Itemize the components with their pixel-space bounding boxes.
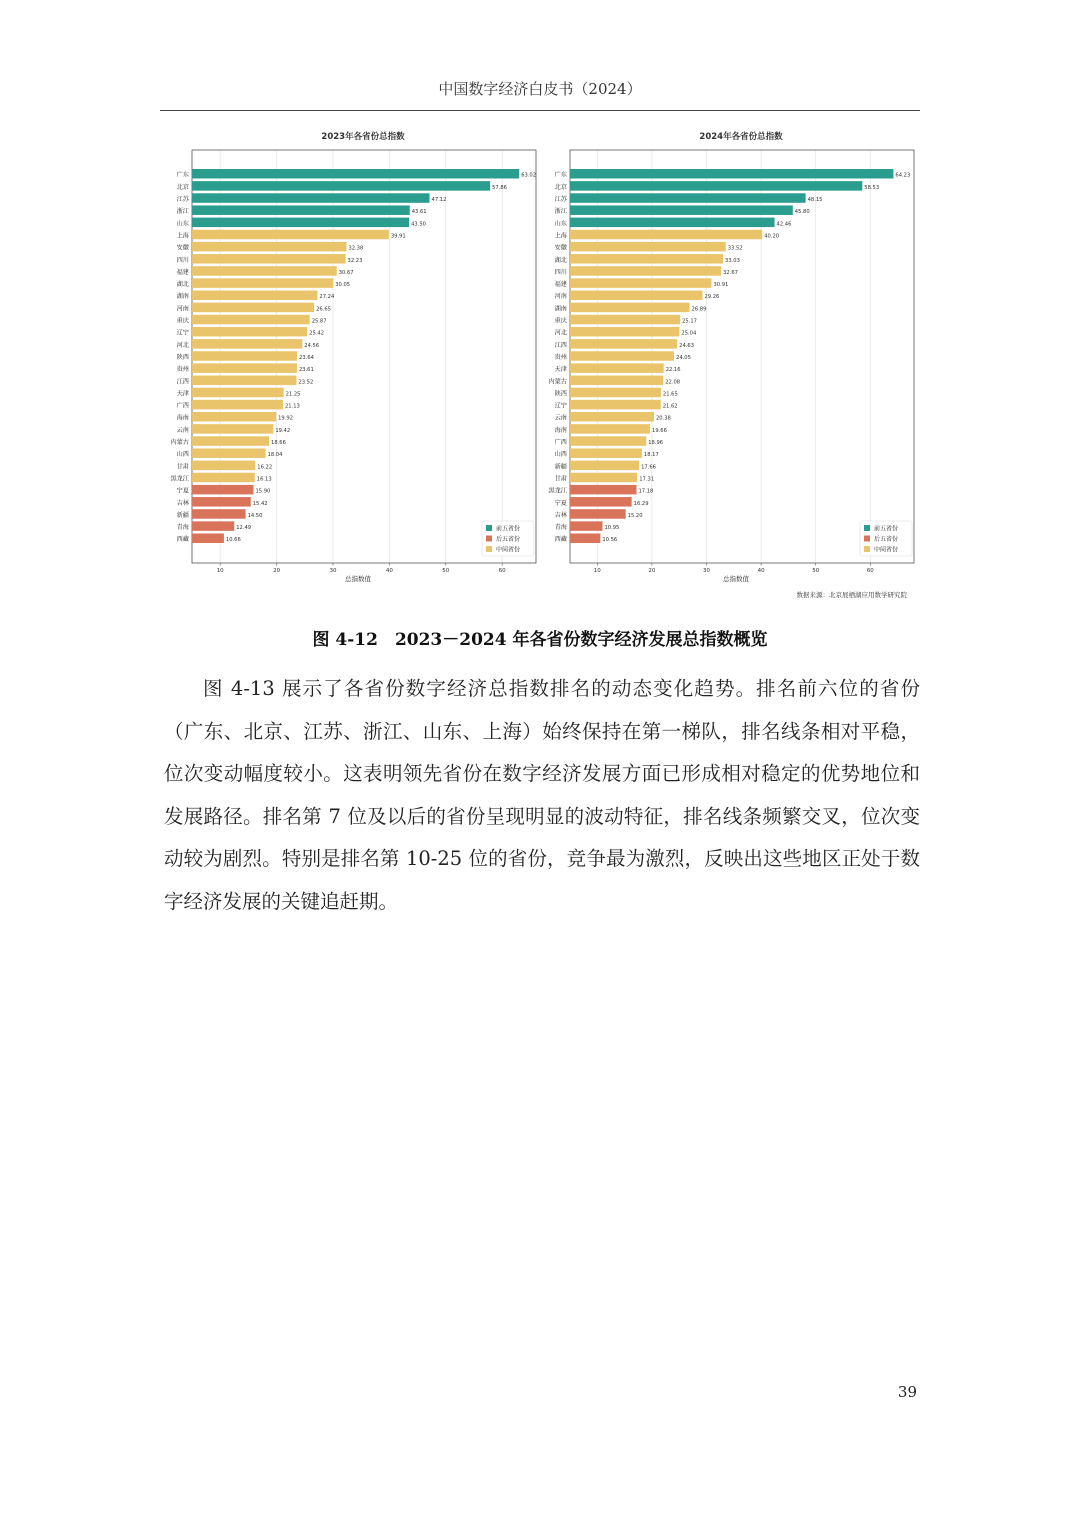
legend-swatch (864, 546, 870, 552)
category-label: 浙江 (176, 208, 189, 216)
x-axis-label: 总指数值 (345, 575, 371, 583)
x-tick-label: 20 (273, 568, 281, 574)
bar-西藏 (192, 534, 224, 544)
bar-河南 (570, 291, 702, 301)
value-label: 25.04 (681, 330, 697, 337)
value-label: 19.66 (652, 427, 667, 434)
bar-吉林 (570, 509, 626, 519)
bar-上海 (192, 230, 389, 240)
x-tick-label: 50 (442, 568, 450, 574)
legend-swatch (486, 536, 492, 542)
category-label: 江西 (554, 341, 567, 349)
bar-黑龙江 (192, 473, 255, 483)
legend-label: 中间省份 (496, 546, 521, 554)
category-label: 重庆 (176, 317, 189, 325)
bar-宁夏 (570, 497, 632, 507)
value-label: 23.61 (298, 367, 314, 374)
value-label: 18.96 (648, 440, 664, 446)
category-label: 新疆 (176, 511, 189, 519)
category-label: 江苏 (554, 196, 567, 203)
value-label: 43.50 (411, 221, 426, 228)
category-label: 辽宁 (554, 402, 567, 410)
bar-山西 (192, 448, 266, 458)
value-label: 25.42 (309, 330, 325, 337)
body-paragraph: 图 4-13 展示了各省份数字经济总指数排名的动态变化趋势。排名前六位的省份（广东、北京、江苏、浙江、山东、上海）始终保持在第一梯队，排名线条相对平稳，位次变动幅度较小。这表明领先省份在数字经济发展方面已形成相对稳定的优势地位和发展路径。排名第 7 位及以后的省份呈现明显的波动特征，排名线条频繁交叉，位次变动较为剧烈。特别是排名第 10-25 位的省份，竞争最为激烈，反映出这些地区正处于数字经济发展的关键追赶期。 (164, 677, 920, 913)
category-label: 湖北 (176, 281, 189, 289)
category-label: 黑龙江 (548, 487, 567, 495)
value-label: 39.91 (390, 233, 406, 240)
value-label: 16.29 (633, 500, 649, 507)
bar-广西 (570, 436, 646, 446)
bar-福建 (192, 266, 337, 276)
category-label: 西藏 (176, 536, 189, 544)
bar-黑龙江 (570, 485, 637, 495)
bar-天津 (570, 363, 664, 373)
value-label: 30.91 (713, 282, 729, 289)
value-label: 17.18 (638, 488, 654, 495)
value-label: 26.89 (691, 306, 707, 313)
bar-四川 (570, 266, 721, 276)
chart-2023 (160, 140, 540, 585)
bar-甘肃 (192, 461, 255, 471)
category-label: 内蒙古 (170, 439, 189, 446)
value-label: 32.67 (723, 269, 738, 276)
category-label: 湖南 (554, 305, 567, 313)
bar-陕西 (192, 351, 297, 361)
category-label: 新疆 (554, 463, 567, 471)
category-label: 福建 (176, 268, 189, 276)
bar-新疆 (570, 461, 639, 471)
category-label: 江西 (176, 378, 189, 386)
x-tick-label: 40 (385, 568, 393, 574)
value-label: 24.63 (679, 342, 695, 349)
bar-河北 (570, 327, 679, 337)
chart-2024-title: 2024年各省份总指数 (699, 132, 783, 142)
value-label: 64.23 (895, 172, 911, 179)
x-tick-label: 60 (866, 568, 874, 574)
value-label: 19.92 (278, 415, 293, 422)
bar-北京 (570, 181, 862, 191)
x-tick-label: 30 (329, 568, 337, 574)
value-label: 47.12 (431, 197, 447, 203)
bar-广东 (570, 169, 893, 179)
category-label: 四川 (554, 268, 567, 276)
bar-广东 (192, 169, 519, 179)
category-label: 贵州 (554, 353, 567, 361)
bar-天津 (192, 388, 284, 398)
x-tick-label: 60 (498, 568, 506, 574)
value-label: 20.38 (655, 415, 671, 422)
category-label: 云南 (554, 414, 567, 422)
value-label: 26.65 (316, 306, 331, 313)
value-label: 58.53 (864, 184, 880, 191)
category-label: 海南 (554, 426, 567, 434)
category-label: 广西 (554, 439, 567, 446)
category-label: 北京 (176, 183, 189, 191)
bar-江苏 (192, 193, 430, 203)
legend-label: 前五省份 (496, 525, 521, 533)
value-label: 18.66 (271, 440, 286, 446)
bar-陕西 (570, 388, 661, 398)
bar-重庆 (192, 315, 310, 325)
x-tick-label: 30 (703, 568, 711, 574)
category-label: 重庆 (554, 317, 567, 325)
value-label: 10.66 (225, 537, 241, 544)
value-label: 43.61 (411, 209, 427, 216)
value-label: 27.24 (319, 294, 335, 301)
category-label: 海南 (176, 414, 189, 422)
category-label: 广东 (554, 171, 567, 179)
value-label: 45.80 (794, 209, 810, 216)
bar-湖北 (570, 254, 723, 263)
category-label: 上海 (176, 232, 189, 240)
legend-swatch (864, 525, 870, 531)
category-label: 辽宁 (176, 329, 189, 337)
value-label: 29.26 (704, 294, 720, 301)
bar-辽宁 (192, 327, 307, 337)
category-label: 天津 (554, 366, 567, 374)
value-label: 16.22 (257, 464, 273, 471)
bar-内蒙古 (570, 376, 663, 386)
bar-福建 (570, 278, 711, 288)
bar-海南 (570, 424, 650, 434)
legend-label: 后五省份 (874, 536, 899, 543)
bar-云南 (192, 424, 273, 434)
category-label: 河北 (554, 329, 567, 337)
value-label: 24.56 (304, 342, 320, 349)
category-label: 吉林 (176, 499, 189, 507)
category-label: 湖南 (176, 293, 189, 301)
x-tick-label: 10 (216, 568, 224, 574)
category-label: 浙江 (554, 208, 567, 216)
bar-安徽 (570, 242, 726, 252)
bar-云南 (570, 412, 654, 422)
category-label: 广东 (176, 171, 189, 179)
bar-四川 (192, 254, 346, 263)
category-label: 河南 (176, 305, 189, 313)
value-label: 40.20 (764, 233, 780, 240)
bar-上海 (570, 230, 762, 240)
bar-海南 (192, 412, 276, 422)
value-label: 14.50 (247, 512, 263, 519)
legend-swatch (486, 546, 492, 552)
value-label: 21.65 (662, 391, 678, 398)
x-tick-label: 20 (648, 568, 656, 574)
header-rule (160, 110, 920, 111)
bar-江苏 (570, 193, 806, 203)
value-label: 32.38 (348, 245, 364, 252)
value-label: 33.52 (727, 245, 743, 252)
category-label: 吉林 (554, 511, 567, 519)
value-label: 10.95 (604, 525, 620, 532)
category-label: 安徽 (554, 244, 567, 252)
bar-内蒙古 (192, 436, 269, 446)
category-label: 山西 (554, 451, 567, 459)
value-label: 22.08 (665, 379, 681, 386)
legend-label: 后五省份 (496, 536, 521, 543)
category-label: 安徽 (176, 244, 189, 252)
category-label: 甘肃 (176, 463, 189, 471)
category-label: 河南 (554, 293, 567, 301)
category-label: 陕西 (554, 390, 567, 398)
value-label: 22.16 (665, 367, 681, 374)
bar-贵州 (570, 351, 674, 361)
value-label: 17.31 (639, 476, 655, 483)
legend-swatch (864, 536, 870, 542)
chart-2024 (538, 140, 918, 585)
document-header-title: 中国数字经济白皮书（2024） (438, 80, 642, 98)
bar-江西 (192, 376, 296, 386)
value-label: 18.17 (643, 452, 659, 459)
category-label: 陕西 (176, 353, 189, 361)
bar-新疆 (192, 509, 246, 519)
category-label: 天津 (176, 390, 189, 398)
value-label: 18.04 (267, 452, 283, 459)
x-axis-label: 总指数值 (723, 575, 749, 583)
legend-label: 中间省份 (874, 546, 899, 554)
bar-重庆 (570, 315, 680, 325)
value-label: 19.42 (275, 427, 291, 434)
value-label: 42.46 (776, 221, 792, 228)
category-label: 西藏 (554, 536, 567, 544)
category-label: 广西 (176, 402, 189, 410)
category-label: 湖北 (554, 256, 567, 264)
value-label: 25.17 (682, 318, 697, 325)
bar-河北 (192, 339, 302, 349)
bar-浙江 (570, 205, 793, 215)
bar-广西 (192, 400, 283, 410)
bar-湖北 (192, 278, 333, 288)
category-label: 甘肃 (554, 475, 567, 483)
bar-河南 (192, 303, 314, 313)
category-label: 山东 (554, 220, 567, 228)
bar-山东 (192, 218, 409, 228)
figure-caption: 图 4-12 2023－2024 年各省份数字经济发展总指数概览 (312, 630, 768, 650)
value-label: 16.13 (256, 476, 272, 483)
value-label: 30.67 (338, 269, 354, 276)
value-label: 57.86 (492, 184, 507, 191)
value-label: 15.90 (255, 488, 271, 495)
bar-北京 (192, 181, 490, 191)
value-label: 32.23 (347, 257, 363, 264)
chart-2023-title: 2023年各省份总指数 (321, 132, 405, 142)
page-number: 39 (897, 1383, 917, 1401)
category-label: 黑龙江 (170, 475, 189, 483)
category-label: 北京 (554, 183, 567, 191)
legend-swatch (486, 525, 492, 531)
bar-湖南 (570, 303, 690, 313)
x-tick-label: 40 (757, 568, 765, 574)
bar-甘肃 (570, 473, 637, 483)
value-label: 12.49 (236, 525, 252, 532)
value-label: 63.02 (521, 172, 537, 179)
category-label: 宁夏 (176, 487, 189, 495)
bar-山西 (570, 448, 642, 458)
category-label: 宁夏 (554, 499, 567, 507)
bar-安徽 (192, 242, 346, 252)
bar-辽宁 (570, 400, 661, 410)
value-label: 21.25 (285, 391, 301, 398)
bar-青海 (570, 521, 602, 531)
value-label: 17.66 (641, 464, 656, 471)
category-label: 上海 (554, 232, 567, 240)
category-label: 青海 (176, 524, 189, 532)
category-label: 江苏 (176, 196, 189, 203)
bar-贵州 (192, 363, 297, 373)
bar-江西 (570, 339, 677, 349)
category-label: 山西 (176, 451, 189, 459)
category-label: 云南 (176, 426, 189, 434)
bar-山东 (570, 218, 775, 228)
category-label: 山东 (176, 220, 189, 228)
value-label: 10.56 (602, 537, 618, 544)
bar-青海 (192, 521, 234, 531)
x-tick-label: 50 (812, 568, 820, 574)
value-label: 23.52 (298, 379, 314, 386)
value-label: 15.42 (252, 500, 268, 507)
value-label: 25.87 (311, 318, 327, 325)
value-label: 24.05 (676, 354, 691, 361)
bar-西藏 (570, 534, 600, 544)
category-label: 贵州 (176, 366, 189, 374)
value-label: 21.62 (662, 403, 678, 410)
category-label: 青海 (554, 524, 567, 532)
data-source-note: 数据来源：北京展栖湖应用数学研究院 (796, 591, 907, 599)
bar-宁夏 (192, 485, 253, 495)
value-label: 30.05 (335, 282, 351, 289)
x-tick-label: 10 (593, 568, 601, 574)
value-label: 23.64 (299, 354, 314, 361)
value-label: 15.20 (627, 512, 643, 519)
value-label: 21.13 (284, 403, 300, 410)
category-label: 内蒙古 (548, 378, 567, 386)
bar-湖南 (192, 291, 317, 301)
bar-吉林 (192, 497, 251, 507)
category-label: 四川 (176, 256, 189, 264)
value-label: 33.03 (725, 257, 740, 264)
legend-label: 前五省份 (874, 525, 899, 533)
bar-浙江 (192, 205, 410, 215)
value-label: 48.15 (807, 197, 823, 203)
category-label: 福建 (554, 281, 567, 289)
category-label: 河北 (176, 341, 189, 349)
